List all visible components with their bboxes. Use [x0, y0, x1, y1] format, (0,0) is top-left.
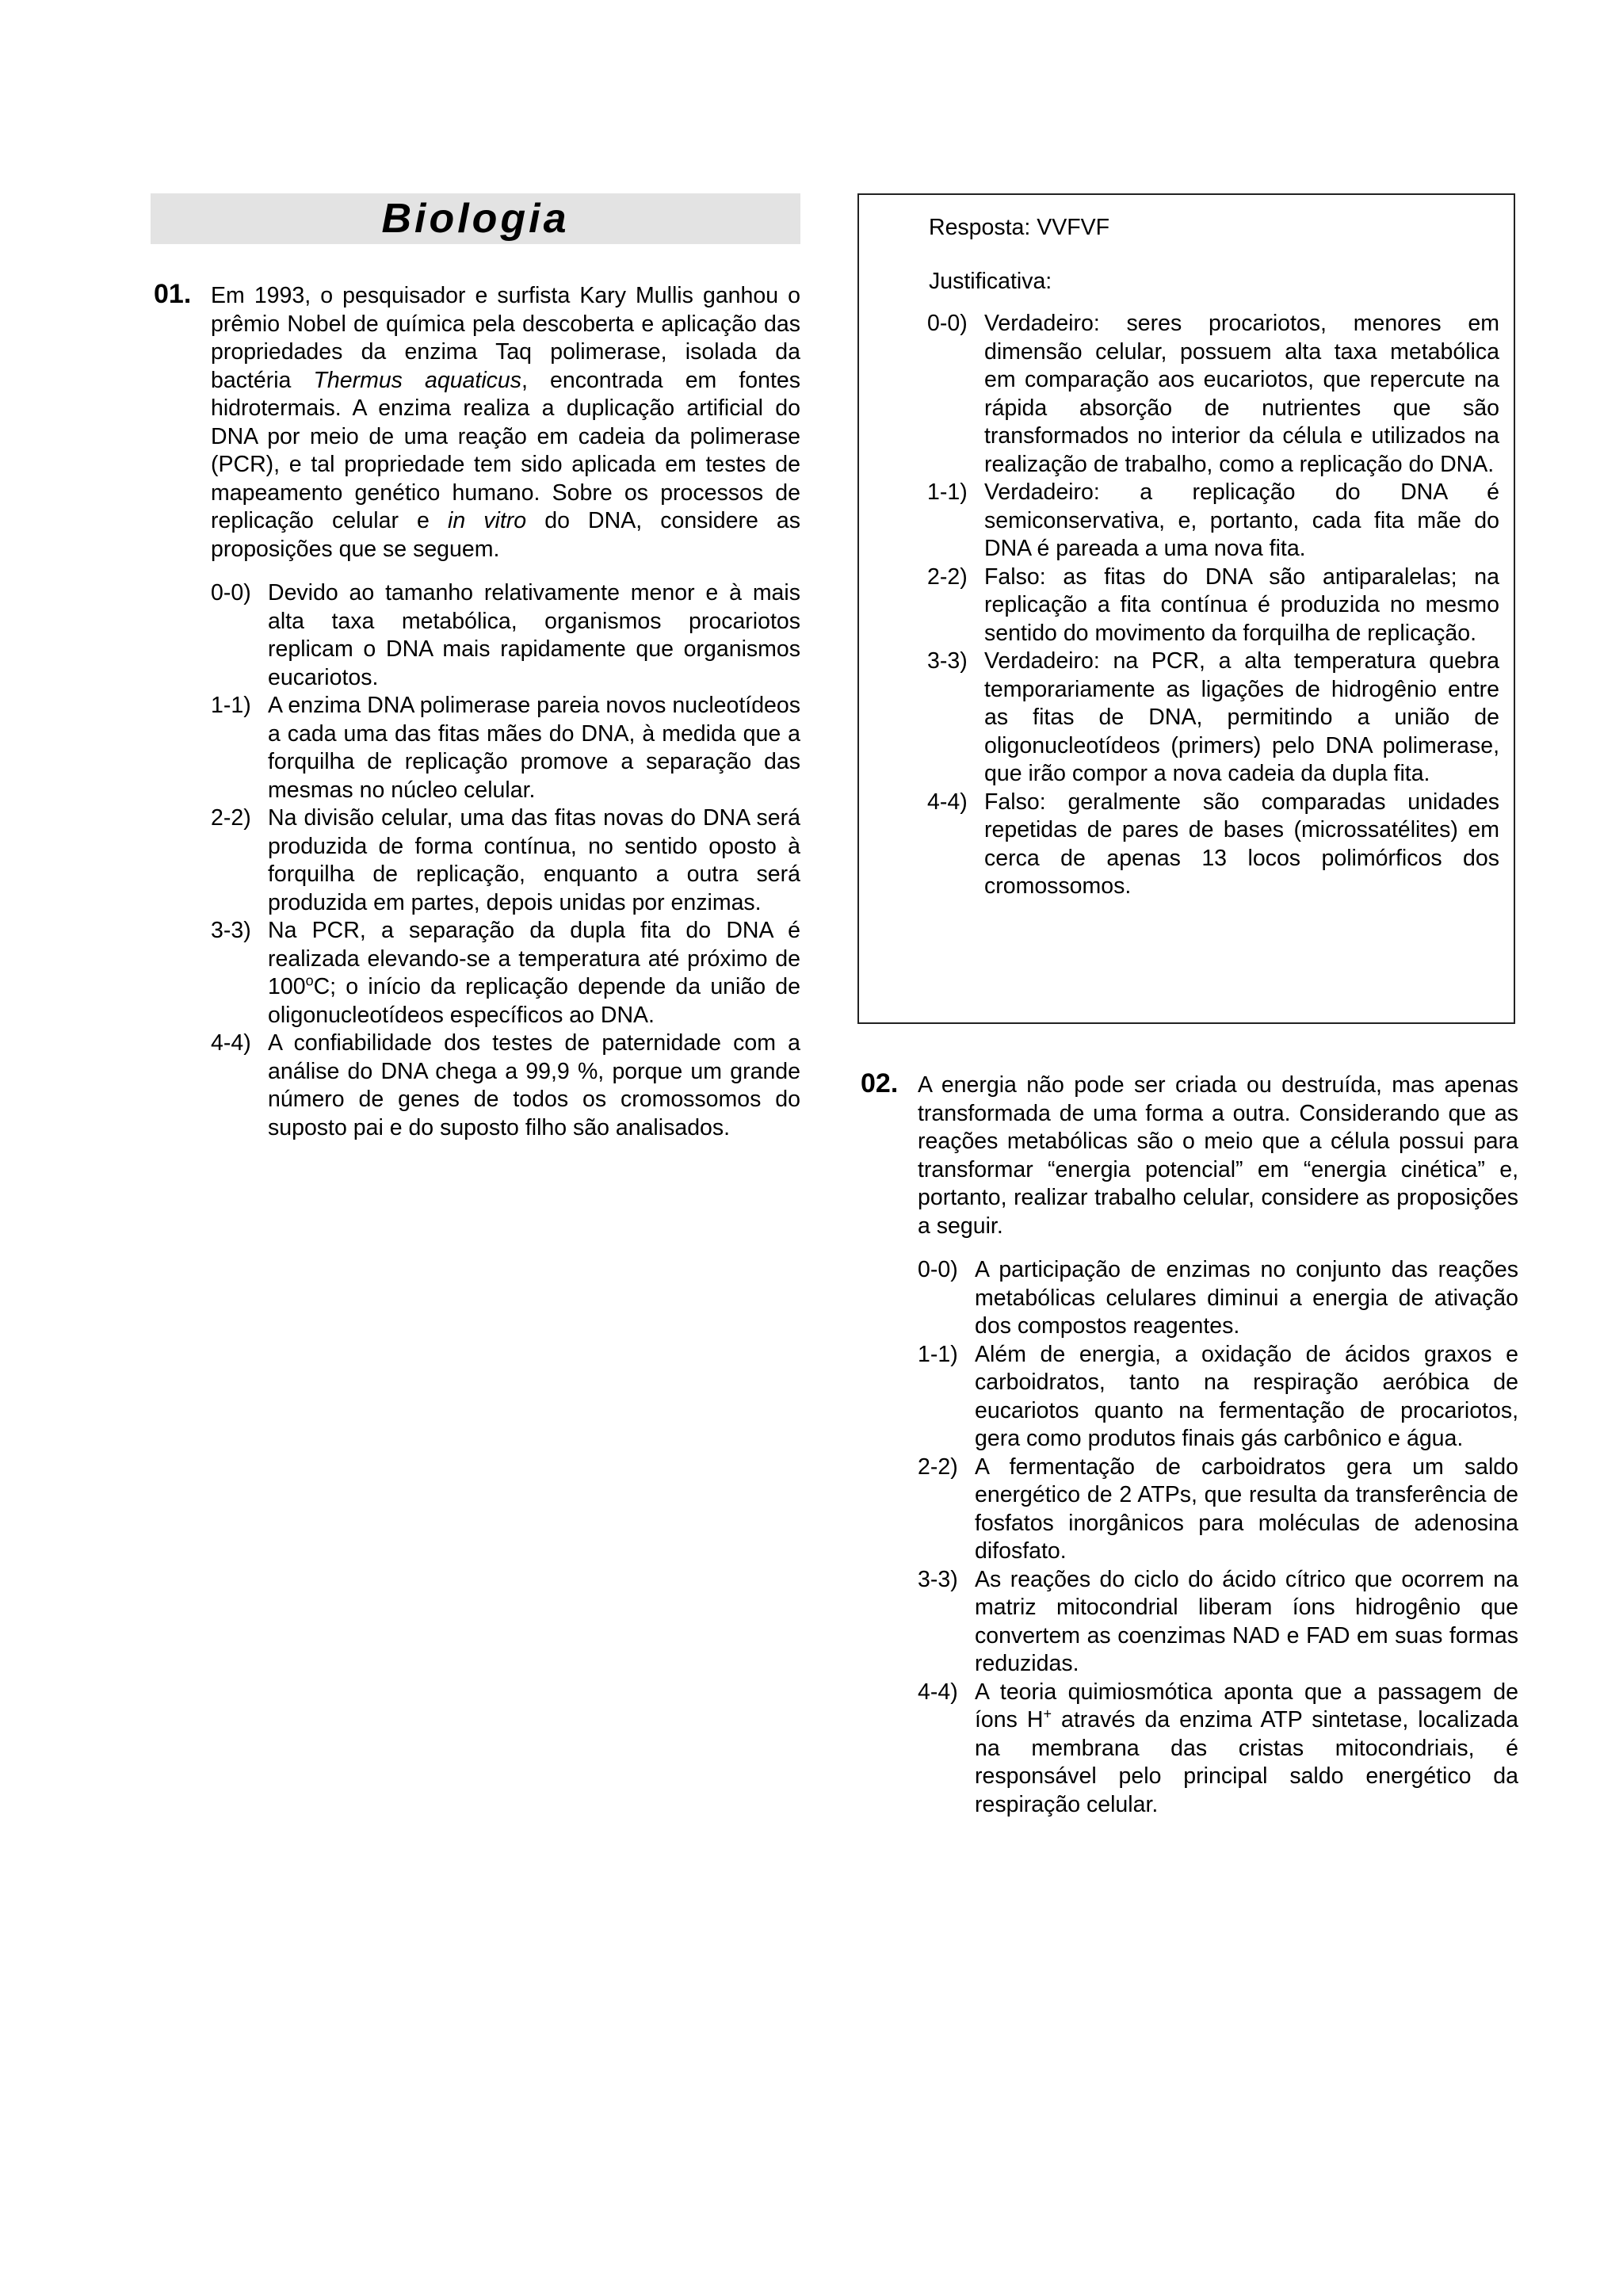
- proposition-text: A teoria quimiosmótica aponta que a passagem de íons H+ através da enzima ATP sintetase, localizada na membrana das cristas mitocondriais, é responsável pelo principal saldo energético da respiração celular.: [975, 1679, 1518, 1817]
- proposition-label: 0-0): [927, 311, 968, 336]
- answer-key: Resposta: VVFVF: [929, 215, 1110, 240]
- proposition-item: [918, 1679, 1518, 1820]
- proposition-list: [211, 579, 800, 1142]
- proposition-label: 4-4): [918, 1679, 958, 1705]
- question-01: [151, 279, 801, 1142]
- proposition-item: [927, 563, 1499, 648]
- proposition-item: [918, 1256, 1518, 1341]
- proposition-item: [927, 479, 1499, 563]
- proposition-label: 3-3): [918, 1566, 958, 1592]
- proposition-label: 1-1): [918, 1341, 958, 1367]
- question-intro: A energia não pode ser criada ou destruída, mas apenas transformada de uma forma a outra. Considerando que as reações metabólicas são o meio que a célula possui para transformar “energia potencial” em “energia cinética” e, portanto, realizar trabalho celular, considere as proposições a seguir.: [918, 1072, 1518, 1239]
- answer-box: [857, 193, 1515, 1024]
- justification-list: [927, 310, 1499, 901]
- proposition-item: [927, 310, 1499, 479]
- proposition-label: 3-3): [211, 918, 251, 943]
- proposition-text: A enzima DNA polimerase pareia novos nucleotídeos a cada uma das fitas mães do DNA, à medida que a forquilha de replicação promove a separação das mesmas no núcleo celular.: [268, 693, 800, 803]
- question-number: 01.: [154, 279, 192, 309]
- proposition-label: 4-4): [211, 1030, 251, 1056]
- proposition-text: Além de energia, a oxidação de ácidos graxos e carboidratos, tanto na respiração aeróbica de eucariotos quanto na fermentação de procariotos, gera como produtos finais gás carbônico e água.: [975, 1341, 1518, 1451]
- proposition-label: 2-2): [211, 805, 251, 831]
- proposition-list: [918, 1256, 1518, 1819]
- proposition-label: 1-1): [211, 693, 251, 718]
- proposition-text: A confiabilidade dos testes de paternidade com a análise do DNA chega a 99,9 %, porque um grande número de genes de todos os cromossomos do suposto pai e do suposto filho são analisados.: [268, 1030, 800, 1140]
- proposition-label: 1-1): [927, 479, 968, 505]
- proposition-item: [918, 1454, 1518, 1566]
- proposition-item: [211, 804, 800, 917]
- proposition-text: As reações do ciclo do ácido cítrico que ocorrem na matriz mitocondrial liberam íons hidrogênio que convertem as coenzimas NAD e FAD em suas formas reduzidas.: [975, 1566, 1518, 1676]
- proposition-label: 3-3): [927, 648, 968, 674]
- proposition-item: [927, 648, 1499, 789]
- proposition-text: Verdadeiro: na PCR, a alta temperatura quebra temporariamente as ligações de hidrogênio entre as fitas de DNA, permitindo a união de oligonucleotídeos (primers) pelo DNA polimerase, que irão compor a nova cadeia da dupla fita.: [984, 648, 1499, 786]
- proposition-text: A fermentação de carboidratos gera um saldo energético de 2 ATPs, que resulta da transferência de fosfatos inorgânicos para moléculas de adenosina difosfato.: [975, 1454, 1518, 1564]
- proposition-text: Na PCR, a separação da dupla fita do DNA é realizada elevando-se a temperatura até próximo de 100$^o$C; o início da replicação depende da união de oligonucleotídeos específicos ao DNA.: [268, 918, 800, 1028]
- left-column: [151, 193, 800, 1142]
- proposition-item: [918, 1566, 1518, 1679]
- proposition-item: [211, 579, 800, 692]
- proposition-text: Devido ao tamanho relativamente menor e à mais alta taxa metabólica, organismos procariotos replicam o DNA mais rapidamente que organismos eucariotos.: [268, 580, 800, 690]
- right-column: [857, 193, 1518, 1819]
- proposition-item: [918, 1341, 1518, 1454]
- proposition-label: 4-4): [927, 789, 968, 815]
- proposition-text: Falso: as fitas do DNA são antiparalelas; na replicação a fita contínua é produzida no mesmo sentido do movimento da forquilha de replicação.: [984, 563, 1499, 646]
- proposition-item: [927, 789, 1499, 901]
- question-number: 02.: [861, 1068, 899, 1098]
- proposition-text: Na divisão celular, uma das fitas novas do DNA será produzida de forma contínua, no sentido oposto à forquilha de replicação, enquanto a outra será produzida em partes, depois unidas por enzimas.: [268, 805, 800, 915]
- proposition-label: 2-2): [918, 1454, 958, 1480]
- proposition-text: Falso: geralmente são comparadas unidades repetidas de pares de bases (microssatélites) em cerca de apenas 13 locos polimórficos dos cromossomos.: [984, 789, 1499, 899]
- proposition-label: 0-0): [918, 1257, 958, 1282]
- justification-label: Justificativa:: [929, 268, 1052, 294]
- question-intro: Em 1993, o pesquisador e surfista Kary Mullis ganhou o prêmio Nobel de química pela descoberta e aplicação das propriedades da enzima Taq polimerase, isolada da bactéria Thermus aquaticus, encontrada em fontes hidrotermais. A enzima realiza a duplicação artificial do DNA por meio de uma reação em cadeia da polimerase (PCR), e tal propriedade tem sido aplicada em testes de mapeamento genético humano. Sobre os processos de replicação celular e in vitro do DNA, considere as proposições que se seguem.: [211, 283, 801, 562]
- proposition-item: [211, 917, 800, 1030]
- proposition-label: 2-2): [927, 563, 968, 590]
- proposition-text: A participação de enzimas no conjunto das reações metabólicas celulares diminui a energia de ativação dos compostos reagentes.: [975, 1257, 1518, 1339]
- proposition-text: Verdadeiro: seres procariotos, menores em dimensão celular, possuem alta taxa metabólica em comparação aos eucariotos, que repercute na rápida absorção de nutrientes que são transformados no interior da célula e utilizados na realização de trabalho, como a replicação do DNA.: [984, 311, 1499, 477]
- proposition-item: [211, 692, 800, 804]
- proposition-label: 0-0): [211, 580, 251, 606]
- question-02: [857, 1068, 1518, 1819]
- section-title: Biologia: [151, 193, 800, 244]
- proposition-text: Verdadeiro: a replicação do DNA é semiconservativa, e, portanto, cada fita mãe do DNA é pareada a uma nova fita.: [984, 479, 1499, 561]
- proposition-item: [211, 1030, 800, 1142]
